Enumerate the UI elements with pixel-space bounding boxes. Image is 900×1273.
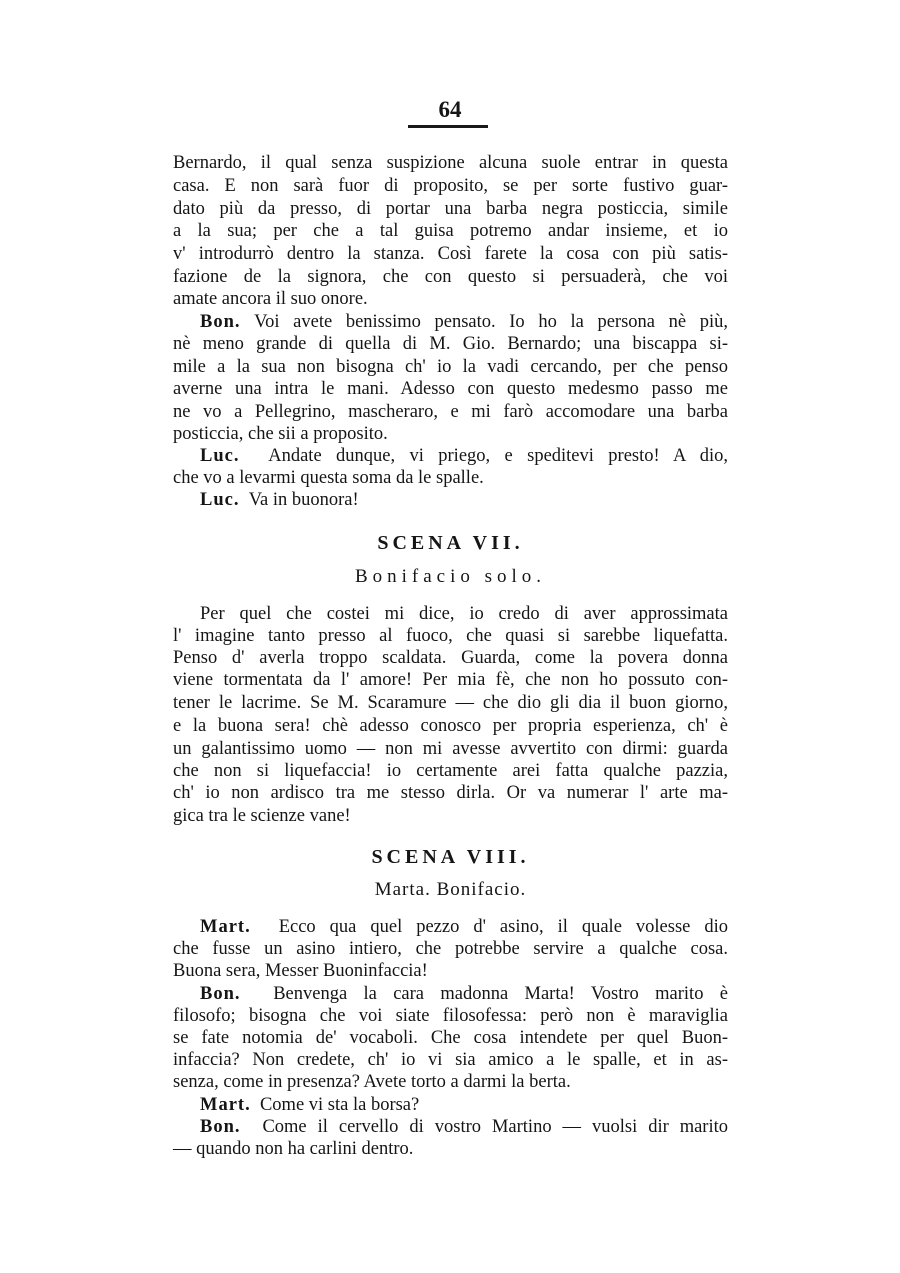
text-line: ne vo a Pellegrino, mascheraro, e mi farò accomodare una barba [173, 402, 728, 422]
text-line: v' introdurrò dentro la stanza. Così farete la cosa con più satis- [173, 244, 728, 264]
dialogue-line [200, 445, 728, 467]
dialogue-line [200, 983, 728, 1005]
text-line: che non si liquefaccia! io certamente arei fatta qualche pazzia, [173, 761, 728, 781]
dialogue-line [200, 311, 728, 333]
text-line: senza, come in presenza? Avete torto a darmi la berta. [173, 1072, 571, 1092]
text-line: casa. E non sarà fuor di proposito, se per sorte fustivo guar- [173, 176, 728, 196]
dialogue-line [200, 1116, 728, 1138]
text-line: che fusse un asino intiero, che potrebbe servire a qualche cosa. [173, 939, 728, 959]
text-line: Buona sera, Messer Buoninfaccia! [173, 961, 428, 981]
text-line: ch' io non ardisco tra me stesso dirla. Or va numerar l' arte ma- [173, 783, 728, 803]
text-line: filosofo; bisogna che voi siate filosofessa: però non è maraviglia [173, 1006, 728, 1026]
dialogue-text: Come il cervello di vostro Martino — vuolsi dir marito [262, 1117, 729, 1137]
dialogue-text: Benvenga la cara madonna Marta! Vostro marito è [273, 984, 728, 1004]
text-line: Bernardo, il qual senza suspizione alcuna suole entrar in questa [173, 153, 728, 173]
scene-characters: Bonifacio solo. [354, 566, 547, 587]
text-line: Per quel che costei mi dice, io credo di aver approssimata [200, 604, 728, 624]
text-line: tener le lacrime. Se M. Scaramure — che dio gli dia il buon giorno, [173, 693, 728, 713]
page-number: 64 [438, 97, 462, 122]
text-line: viene tormentata da l' amore! Per mia fè, che non ho possuto con- [173, 670, 728, 690]
speaker-label: Bon. [200, 1117, 241, 1137]
header-rule [408, 125, 488, 128]
speaker-label: Mart. [200, 917, 251, 937]
dialogue-text: Va in buonora! [248, 490, 359, 510]
speaker-label: Luc. [200, 446, 240, 466]
dialogue-line [200, 1094, 728, 1116]
scene-heading: SCENA VII. [377, 532, 524, 554]
scene-heading: SCENA VIII. [371, 846, 530, 868]
text-line: l' imagine tanto presso al fuoco, che quasi si sarebbe liquefatta. [173, 626, 728, 646]
speaker-label: Bon. [200, 312, 241, 332]
text-line: che vo a levarmi questa soma da le spalle. [173, 468, 484, 488]
text-line: mile a la sua non bisogna ch' io la vadi cercando, per che penso [173, 357, 728, 377]
text-line: — quando non ha carlini dentro. [173, 1139, 414, 1159]
dialogue-text: Come vi sta la borsa? [259, 1095, 420, 1115]
speaker-label: Bon. [200, 984, 241, 1004]
dialogue-line [200, 489, 728, 511]
dialogue-line [200, 916, 728, 938]
text-line: e la buona sera! chè adesso conosco per propria esperienza, ch' è [173, 716, 728, 736]
dialogue-text: Andate dunque, vi priego, e speditevi presto! A dio, [268, 446, 729, 466]
speaker-label: Luc. [200, 490, 240, 510]
text-line: gica tra le scienze vane! [173, 806, 351, 826]
text-line: nè meno grande di quella di M. Gio. Bernardo; una biscappa si- [173, 334, 728, 354]
dialogue-text: Ecco qua quel pezzo d' asino, il quale volesse dio [278, 917, 728, 937]
text-line: a la sua; per che a tal guisa potremo andar insieme, et io [173, 221, 728, 241]
text-line: averne una intra le mani. Adesso con questo medesmo passo me [173, 379, 728, 399]
text-line: dato più da presso, di portar una barba negra posticcia, simile [173, 199, 728, 219]
text-line: posticcia, che sii a proposito. [173, 424, 388, 444]
text-line: infaccia? Non credete, ch' io vi sia amico a le spalle, et in as- [173, 1050, 728, 1070]
text-line: un galantissimo uomo — non mi avesse avvertito con dirmi: guarda [173, 739, 728, 759]
scene-characters: Marta. Bonifacio. [374, 879, 527, 900]
dialogue-text: Voi avete benissimo pensato. Io ho la persona nè più, [254, 312, 728, 332]
text-line: se fate notomia de' vocaboli. Che cosa intendete per quel Buon- [173, 1028, 728, 1048]
text-line: fazione de la signora, che con questo si persuaderà, che voi [173, 267, 728, 287]
text-line: amate ancora il suo onore. [173, 289, 368, 309]
speaker-label: Mart. [200, 1095, 251, 1115]
text-line: Penso d' averla troppo scaldata. Guarda, come la povera donna [173, 648, 728, 668]
